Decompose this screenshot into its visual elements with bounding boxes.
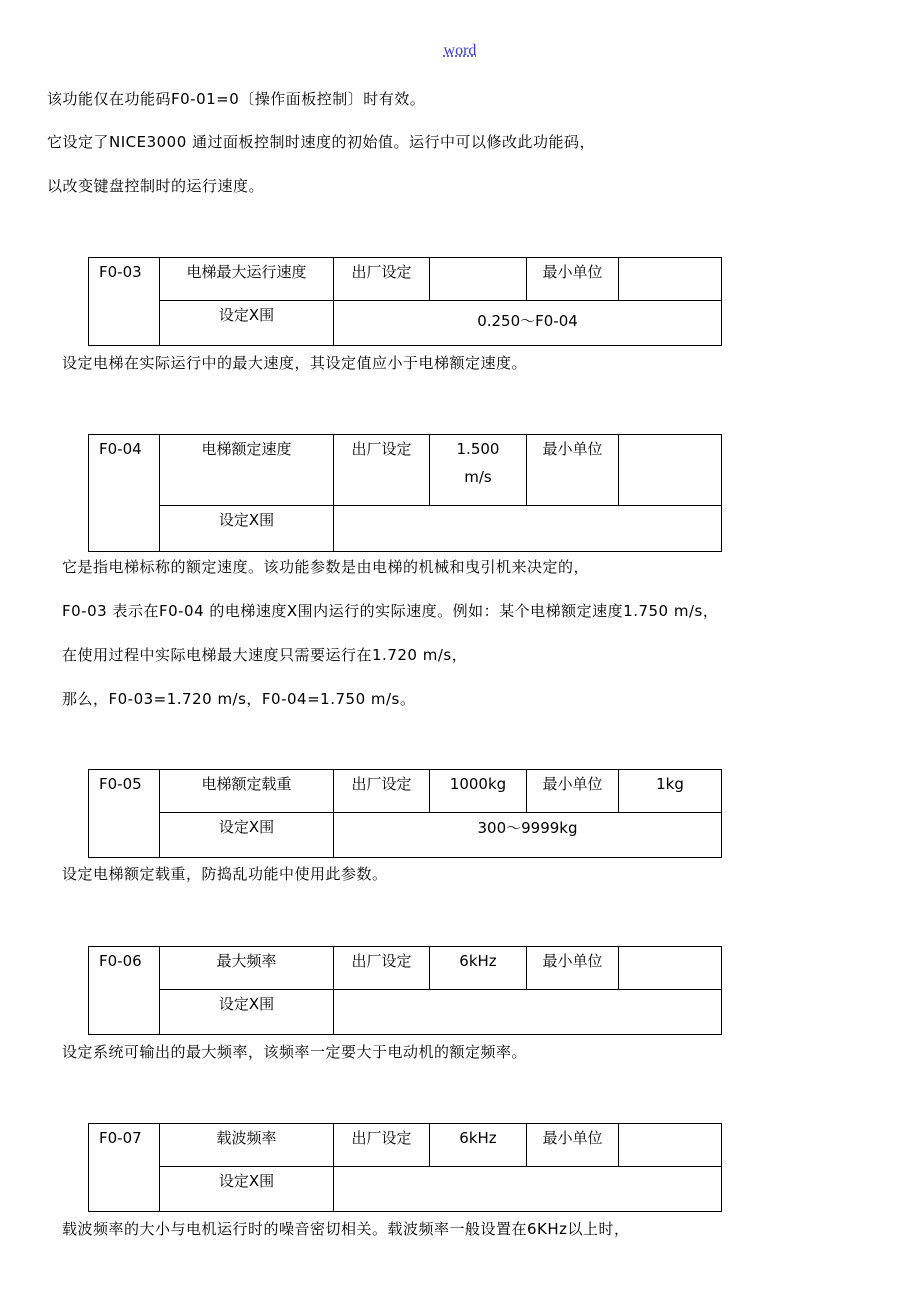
param-name: 最大频率 bbox=[160, 947, 334, 990]
unit-value: 1kg bbox=[619, 770, 722, 813]
param-table-f0-03 bbox=[88, 257, 722, 346]
page-header bbox=[0, 42, 920, 60]
desc-f0-05-line-1: 设定电梯额定载重，防捣乱功能中使用此参数。 bbox=[62, 865, 388, 883]
range-value: 0.250～F0-04 bbox=[334, 301, 722, 346]
factory-label: 出厂设定 bbox=[334, 947, 430, 990]
unit-label: 最小单位 bbox=[527, 435, 619, 506]
param-code: F0-03 bbox=[89, 258, 160, 346]
unit-value bbox=[619, 947, 722, 990]
param-table-f0-06 bbox=[88, 946, 722, 1035]
desc-f0-06-line-1: 设定系统可输出的最大频率，该频率一定要大于电动机的额定频率。 bbox=[62, 1043, 528, 1061]
unit-label: 最小单位 bbox=[527, 258, 619, 301]
intro-line-3: 以改变键盘控制时的运行速度。 bbox=[47, 177, 265, 195]
desc-f0-04-line-1: 它是指电梯标称的额定速度。该功能参数是由电梯的机械和曳引机来决定的， bbox=[62, 558, 590, 576]
desc-f0-04-line-3: 在使用过程中实际电梯最大速度只需要运行在1.720 m/s， bbox=[62, 646, 468, 664]
range-value bbox=[334, 1167, 722, 1212]
range-value bbox=[334, 506, 722, 552]
range-label: 设定X围 bbox=[160, 813, 334, 858]
unit-label: 最小单位 bbox=[527, 770, 619, 813]
factory-value bbox=[430, 258, 527, 301]
header-link[interactable]: word bbox=[443, 42, 477, 59]
param-name: 载波频率 bbox=[160, 1124, 334, 1167]
desc-f0-04-line-2: F0-03 表示在F0-04 的电梯速度X围内运行的实际速度。例如：某个电梯额定速度1.750 m/s， bbox=[62, 602, 719, 620]
param-table-f0-04 bbox=[88, 434, 722, 552]
range-value: 300～9999kg bbox=[334, 813, 722, 858]
param-code: F0-05 bbox=[89, 770, 160, 858]
intro-line-1: 该功能仅在功能码F0-01=0〔操作面板控制〕时有效。 bbox=[47, 90, 426, 108]
param-code: F0-07 bbox=[89, 1124, 160, 1212]
factory-value: 6kHz bbox=[430, 947, 527, 990]
param-code: F0-06 bbox=[89, 947, 160, 1035]
factory-label: 出厂设定 bbox=[334, 258, 430, 301]
param-table-f0-07 bbox=[88, 1123, 722, 1212]
unit-value bbox=[619, 258, 722, 301]
factory-label: 出厂设定 bbox=[334, 1124, 430, 1167]
unit-label: 最小单位 bbox=[527, 947, 619, 990]
factory-value: 1000kg bbox=[430, 770, 527, 813]
range-label: 设定X围 bbox=[160, 990, 334, 1035]
factory-label: 出厂设定 bbox=[334, 770, 430, 813]
desc-f0-07-line-1: 载波频率的大小与电机运行时的噪音密切相关。载波频率一般设置在6KHz以上时， bbox=[62, 1220, 630, 1238]
desc-f0-04-line-4: 那么，F0-03=1.720 m/s，F0-04=1.750 m/s。 bbox=[62, 690, 416, 708]
intro-line-2: 它设定了NICE3000 通过面板控制时速度的初始值。运行中可以修改此功能码， bbox=[47, 133, 596, 151]
factory-value: 6kHz bbox=[430, 1124, 527, 1167]
param-table-f0-05 bbox=[88, 769, 722, 858]
factory-value: 1.500 m/s bbox=[430, 435, 527, 506]
range-label: 设定X围 bbox=[160, 1167, 334, 1212]
range-label: 设定X围 bbox=[160, 301, 334, 346]
factory-label: 出厂设定 bbox=[334, 435, 430, 506]
param-name: 电梯额定载重 bbox=[160, 770, 334, 813]
param-name: 电梯最大运行速度 bbox=[160, 258, 334, 301]
param-name: 电梯额定速度 bbox=[160, 435, 334, 506]
range-label: 设定X围 bbox=[160, 506, 334, 552]
range-value bbox=[334, 990, 722, 1035]
unit-value bbox=[619, 435, 722, 506]
unit-label: 最小单位 bbox=[527, 1124, 619, 1167]
desc-f0-03-line-1: 设定电梯在实际运行中的最大速度，其设定值应小于电梯额定速度。 bbox=[62, 354, 528, 372]
unit-value bbox=[619, 1124, 722, 1167]
param-code: F0-04 bbox=[89, 435, 160, 552]
